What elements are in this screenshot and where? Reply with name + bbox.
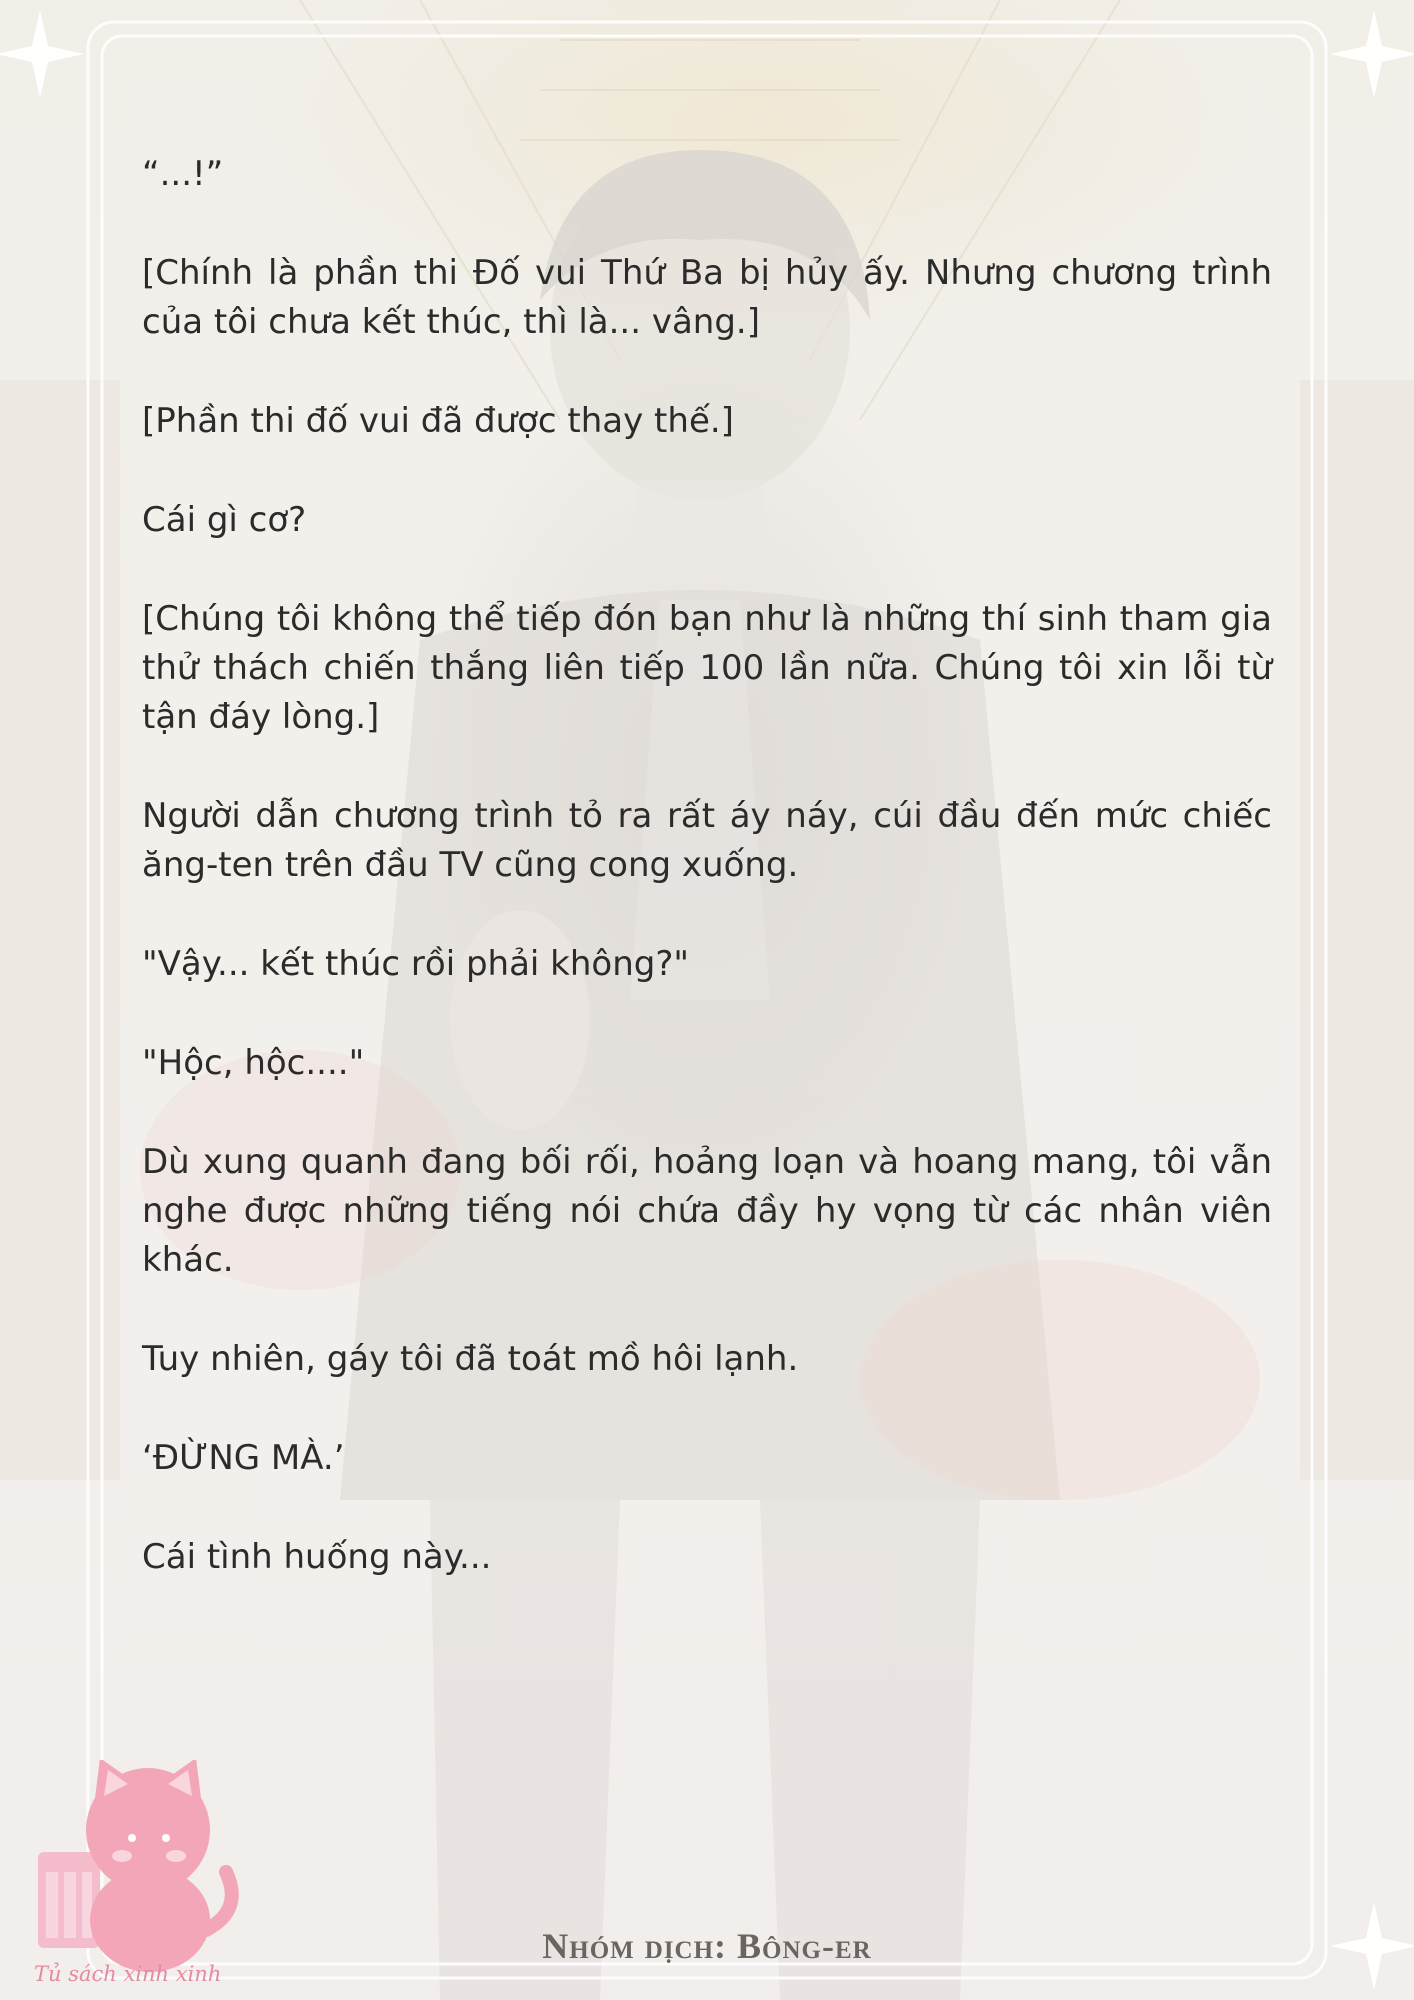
paragraph: Cái tình huống này... <box>142 1537 492 1577</box>
paragraph: "Vậy... kết thúc rồi phải không?" <box>142 944 690 984</box>
paragraph: “...!” <box>142 154 224 194</box>
paragraph: "Hộc, hộc...." <box>142 1043 365 1083</box>
paragraph: Cái gì cơ? <box>142 500 307 540</box>
paragraph: Dù xung quanh đang bối rối, hoảng loạn và hoang mang, tôi vẫn nghe được những tiếng nói chứa đầy hy vọng từ các nhân viên khác. <box>142 1142 1272 1280</box>
paragraph: [Chính là phần thi Đố vui Thứ Ba bị hủy ấy. Nhưng chương trình của tôi chưa kết thúc, thì là... vâng.] <box>142 253 1272 342</box>
translator-credit: Nhóm dịch: Bông-er <box>542 1926 872 1966</box>
paragraph: Tuy nhiên, gáy tôi đã toát mồ hôi lạnh. <box>142 1339 799 1379</box>
logo-caption: Tủ sách xinh xinh <box>34 1962 222 1986</box>
paragraph: [Chúng tôi không thể tiếp đón bạn như là những thí sinh tham gia thử thách chiến thắng liên tiếp 100 lần nữa. Chúng tôi xin lỗi từ tận đáy lòng.] <box>142 599 1272 737</box>
paragraph: [Phần thi đố vui đã được thay thế.] <box>142 401 734 441</box>
paragraph: Người dẫn chương trình tỏ ra rất áy náy, cúi đầu đến mức chiếc ăng-ten trên đầu TV cũng cong xuống. <box>142 796 1272 885</box>
text-body <box>142 150 1272 1632</box>
paragraph: ‘ĐỪNG MÀ.’ <box>142 1438 345 1478</box>
